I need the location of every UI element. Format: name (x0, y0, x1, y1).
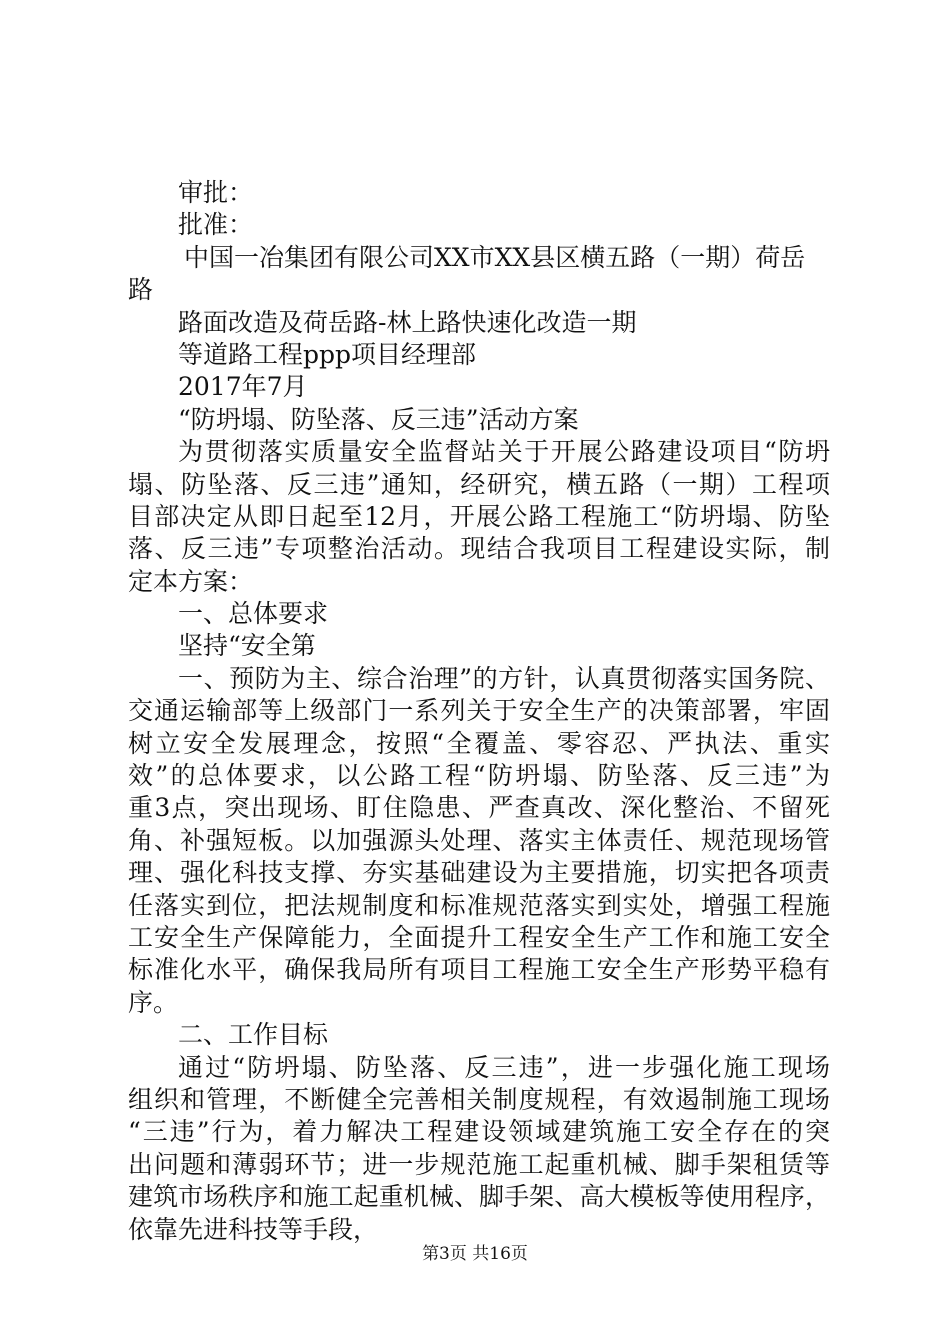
text-line: 2017年7月 (178, 372, 308, 402)
page-number-footer: 第3页 共16页 (422, 1244, 528, 1264)
text-line: 一、预防为主、综合治理”的方针，认真贯彻落实国务院、 (178, 663, 830, 693)
text-line: 标准化水平，确保我局所有项目工程施工安全生产形势平稳有 (128, 955, 830, 985)
document-body (128, 177, 830, 1246)
text-line: 出问题和薄弱环节；进一步规范施工起重机械、脚手架租赁等 (128, 1149, 830, 1179)
text-line: 效”的总体要求，以公路工程“防坍塌、防坠落、反三违”为 (128, 761, 830, 791)
text-line: 建筑市场秩序和施工起重机械、脚手架、高大模板等使用程序， (128, 1182, 830, 1212)
section-heading: 一、总体要求 (178, 599, 329, 629)
text-line: 角、补强短板。以加强源头处理、落实主体责任、规范现场管 (128, 825, 830, 855)
text-line: 批准： (178, 210, 254, 240)
text-line: 为贯彻落实质量安全监督站关于开展公路建设项目“防坍 (178, 437, 830, 467)
text-line: 审批： (178, 178, 254, 207)
text-line: 依靠先进科技等手段， (128, 1214, 379, 1244)
text-line: 工安全生产保障能力，全面提升工程安全生产工作和施工安全 (128, 922, 830, 952)
text-line: 通过“防坍塌、防坠落、反三违”，进一步强化施工现场 (178, 1052, 830, 1082)
text-line: 重3点，突出现场、盯住隐患、严查真改、深化整治、不留死 (128, 793, 830, 823)
text-line: 交通运输部等上级部门一系列关于安全生产的决策部署，牢固 (128, 696, 830, 726)
text-line: “三违”行为，着力解决工程建设领域建筑施工安全存在的突 (128, 1117, 830, 1147)
text-line: 路 (128, 275, 154, 305)
text-line: 树立安全发展理念，按照“全覆盖、零容忍、严执法、重实 (128, 728, 830, 758)
text-line: 序。 (128, 987, 179, 1017)
text-line: 定本方案： (128, 566, 254, 596)
text-line: 中国一冶集团有限公司XX市XX县区横五路（一期）荷岳 (184, 242, 806, 272)
text-line: 等道路工程ppp项目经理部 (178, 339, 477, 369)
text-line: 落、反三违”专项整治活动。现结合我项目工程建设实际，制 (128, 534, 830, 564)
text-line: 理、强化科技支撑、夯实基础建设为主要措施，切实把各项责 (128, 858, 830, 888)
text-line: 塌、防坠落、反三违”通知，经研究，横五路（一期）工程项 (128, 469, 830, 499)
text-line: 任落实到位，把法规制度和标准规范落实到实处，增强工程施 (128, 890, 830, 920)
section-heading: 二、工作目标 (178, 1020, 329, 1050)
text-line: 组织和管理，不断健全完善相关制度规程，有效遏制施工现场 (128, 1084, 830, 1114)
text-line: 路面改造及荷岳路-林上路快速化改造一期 (178, 307, 637, 337)
section-title: “防坍塌、防坠落、反三违”活动方案 (178, 404, 579, 434)
text-line: 目部决定从即日起至12月，开展公路工程施工“防坍塌、防坠 (128, 501, 830, 531)
text-line: 坚持“安全第 (178, 631, 316, 661)
